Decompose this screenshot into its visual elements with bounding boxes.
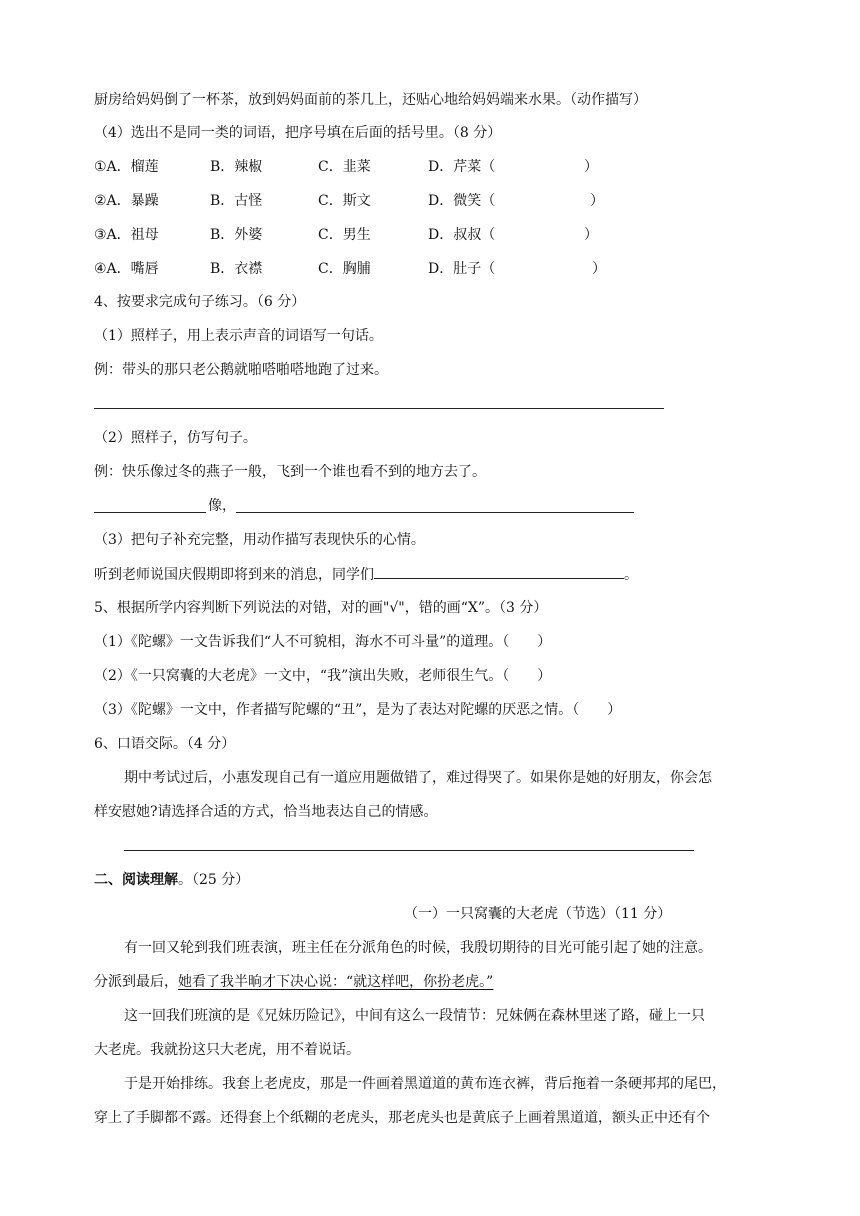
answer-line[interactable] xyxy=(124,850,694,851)
answer-paren-close: ） xyxy=(590,193,604,209)
q4-2-prompt: （2）照样子，仿写句子。 xyxy=(94,430,257,446)
option-b: B．衣襟 xyxy=(210,261,263,277)
q4-title: 4、按要求完成句子练习。（6 分） xyxy=(94,294,306,310)
q6-para-line-2: 样安慰她?请选择合适的方式，恰当地表达自己的情感。 xyxy=(94,804,438,820)
q4-2-connector: 像， xyxy=(208,498,236,514)
option-b: B．辣椒 xyxy=(210,159,263,175)
option-c: C．男生 xyxy=(318,227,371,243)
option-b: B．古怪 xyxy=(210,193,263,209)
option-d: D．芹菜（ xyxy=(428,159,496,175)
underlined-sentence: 她看了我半晌才下决心说：“就这样吧，你扮老虎。” xyxy=(178,974,494,990)
section-2-heading xyxy=(94,870,249,890)
passage-para-1-line-1: 有一回又轮到我们班表演，班主任在分派角色的时候，我殷切期待的目光可能引起了她的注意。 xyxy=(124,940,712,956)
answer-paren-close: ） xyxy=(592,261,606,277)
answer-blank-after[interactable] xyxy=(236,512,634,513)
q3-4-title: （4）选出不是同一类的词语，把序号填在后面的括号里。（8 分） xyxy=(94,125,502,141)
passage-para-2-line-1: 这一回我们班演的是《兄妹历险记》，中间有这么一段情节：兄妹俩在森林里迷了路，碰上一只 xyxy=(124,1008,705,1024)
answer-blank-before[interactable] xyxy=(94,512,206,513)
passage-para-3-line-2: 穿上了手脚都不露。还得套上个纸糊的老虎头，那老虎头也是黄底子上画着黑道道，额头正中还有个 xyxy=(94,1110,710,1126)
q5-item-2: （2）《一只窝囊的大老虎》一文中，“我”演出失败，老师很生气。（ ） xyxy=(94,668,552,684)
answer-blank[interactable] xyxy=(374,564,624,579)
section-2-heading-score: 。（25 分） xyxy=(178,872,250,888)
answer-line[interactable] xyxy=(94,408,664,409)
q4-3-sentence xyxy=(94,564,638,585)
q5-item-3: （3）《陀螺》一文中，作者描写陀螺的“丑”，是为了表达对陀螺的厌恶之情。（ ） xyxy=(94,702,622,718)
passage-para-2-line-2: 大老虎。我就扮这只大老虎，用不着说话。 xyxy=(94,1042,360,1058)
q4-1-prompt: （1）照样子，用上表示声音的词语写一句话。 xyxy=(94,328,383,344)
section-2-heading-label: 二、阅读理解 xyxy=(94,872,178,888)
option-d: D．肚子（ xyxy=(428,261,496,277)
option-d: D．微笑（ xyxy=(428,193,496,209)
option-a: ②A．暴躁 xyxy=(94,193,159,209)
q5-title: 5、根据所学内容判断下列说法的对错，对的画"√"，错的画“X”。（3 分） xyxy=(94,600,548,616)
option-a: ①A．榴莲 xyxy=(94,159,159,175)
q6-title: 6、口语交际。（4 分） xyxy=(94,736,236,752)
q4-1-example: 例：带头的那只老公鹅就啪嗒啪嗒地跑了过来。 xyxy=(94,362,388,378)
q4-3-sentence-text: 听到老师说国庆假期即将到来的消息，同学们 xyxy=(94,567,374,583)
q6-para-line-1: 期中考试过后，小惠发现自己有一道应用题做错了，难过得哭了。如果你是她的好朋友，你会怎 xyxy=(124,770,712,786)
option-c: C．斯文 xyxy=(318,193,371,209)
continued-sentence: 厨房给妈妈倒了一杯茶，放到妈妈面前的茶几上，还贴心地给妈妈端来水果。（动作描写） xyxy=(94,92,647,108)
passage-para-3-line-1: 于是开始排练。我套上老虎皮，那是一件画着黑道道的黄布连衣裤，背后拖着一条硬邦邦的尾巴， xyxy=(124,1076,726,1092)
q4-3-sentence-end: 。 xyxy=(624,567,638,583)
option-c: C．胸脯 xyxy=(318,261,371,277)
option-c: C．韭菜 xyxy=(318,159,371,175)
option-a: ③A．祖母 xyxy=(94,227,159,243)
q4-2-example: 例：快乐像过冬的燕子一般，飞到一个谁也看不到的地方去了。 xyxy=(94,464,486,480)
option-d: D．叔叔（ xyxy=(428,227,496,243)
option-a: ④A．嘴唇 xyxy=(94,261,159,277)
option-b: B．外婆 xyxy=(210,227,263,243)
q4-3-prompt: （3）把句子补充完整，用动作描写表现快乐的心情。 xyxy=(94,532,425,548)
q5-item-1: （1）《陀螺》一文告诉我们“人不可貌相，海水不可斗量”的道理。（ ） xyxy=(94,634,552,650)
passage-para-1-line-2 xyxy=(94,972,493,992)
passage-1-title: （一）一只窝囊的大老虎（节选）（11 分） xyxy=(404,906,672,922)
answer-paren-close: ） xyxy=(584,227,598,243)
answer-paren-close: ） xyxy=(584,159,598,175)
passage-text: 分派到最后， xyxy=(94,974,178,990)
